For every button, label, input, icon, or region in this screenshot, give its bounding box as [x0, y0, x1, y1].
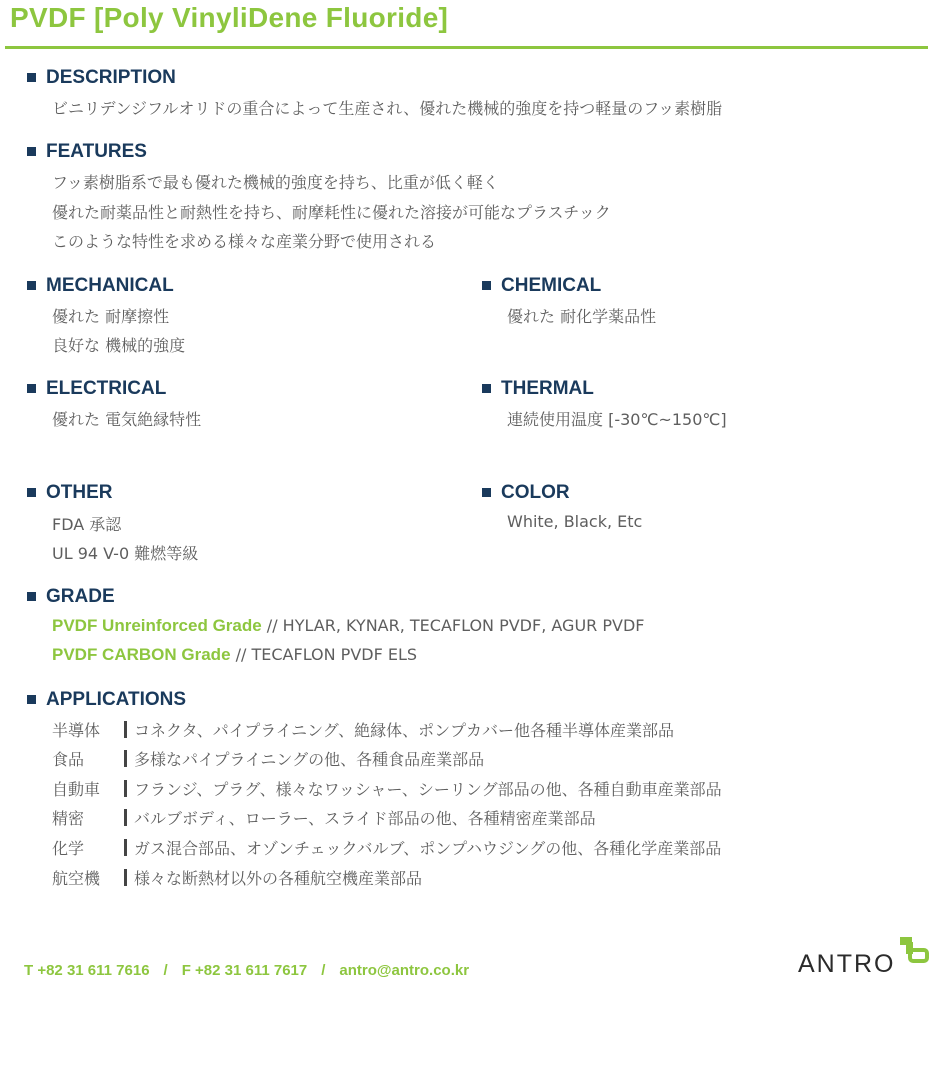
application-parts: コネクタ、パイプライニング、絶縁体、ポンプカバー他各種半導体産業部品 — [134, 721, 675, 740]
antro-logo — [798, 936, 930, 978]
section-heading-other: OTHER — [27, 482, 113, 504]
section-heading-electrical: ELECTRICAL — [27, 378, 166, 400]
section-heading-description: DESCRIPTION — [27, 67, 176, 89]
bullet-square-icon — [482, 488, 491, 497]
divider-bar — [124, 839, 127, 856]
application-industry: 半導体 — [52, 721, 101, 740]
mechanical-line: 良好な 機械的強度 — [52, 336, 186, 355]
features-line: このような特性を求める様々な産業分野で使用される — [52, 232, 437, 251]
section-heading-chemical: CHEMICAL — [482, 275, 601, 297]
chemical-line: 優れた 耐化学薬品性 — [507, 307, 657, 326]
application-row — [52, 777, 722, 800]
footer-separator: / — [321, 962, 326, 979]
grade-row — [52, 616, 644, 636]
bullet-square-icon — [27, 695, 36, 704]
features-line: 優れた耐薬品性と耐熱性を持ち、耐摩耗性に優れた溶接が可能なプラスチック — [52, 203, 611, 222]
bullet-square-icon — [27, 73, 36, 82]
phone-number: T +82 31 611 7616 — [24, 962, 150, 979]
application-industry: 自動車 — [52, 780, 101, 799]
color-line: White, Black, Etc — [507, 512, 643, 531]
bullet-square-icon — [27, 592, 36, 601]
other-line: UL 94 V-0 難燃等級 — [52, 544, 199, 563]
footer-separator: / — [163, 962, 168, 979]
description-text: ビニリデンジフルオリドの重合によって生産され、優れた機械的強度を持つ軽量のフッ素樹脂 — [52, 99, 723, 118]
grade-brands: // HYLAR, KYNAR, TECAFLON PVDF, AGUR PVDF — [261, 616, 645, 635]
application-row — [52, 806, 596, 829]
bullet-square-icon — [27, 488, 36, 497]
application-parts: ガス混合部品、オゾンチェックバルブ、ポンプハウジングの他、各種化学産業部品 — [134, 839, 722, 858]
divider-bar — [124, 780, 127, 797]
bullet-square-icon — [482, 281, 491, 290]
application-parts: バルブボディ、ローラー、スライド部品の他、各種精密産業部品 — [134, 809, 596, 828]
grade-name: PVDF CARBON Grade — [52, 645, 231, 664]
page-title: PVDF [Poly VinyliDene Fluoride] — [10, 2, 449, 33]
bullet-square-icon — [27, 147, 36, 156]
section-heading-color: COLOR — [482, 482, 570, 504]
application-industry: 精密 — [52, 809, 85, 828]
application-industry: 食品 — [52, 750, 85, 769]
application-industry: 化学 — [52, 839, 85, 858]
section-heading-features: FEATURES — [27, 141, 147, 163]
section-heading-grade: GRADE — [27, 586, 115, 608]
divider-bar — [124, 869, 127, 886]
logo-mark-icon — [898, 936, 930, 966]
divider-bar — [124, 750, 127, 767]
logo-wordmark: ANTRO — [798, 950, 896, 978]
section-heading-thermal: THERMAL — [482, 378, 594, 400]
fax-number: F +82 31 611 7617 — [181, 962, 308, 979]
application-parts: フランジ、プラグ、様々なワッシャー、シーリング部品の他、各種自動車産業部品 — [134, 780, 722, 799]
application-industry: 航空機 — [52, 869, 101, 888]
section-heading-applications: APPLICATIONS — [27, 689, 186, 711]
application-row — [52, 866, 422, 889]
mechanical-line: 優れた 耐摩擦性 — [52, 307, 170, 326]
application-parts: 様々な断熱材以外の各種航空機産業部品 — [134, 869, 423, 888]
features-line: フッ素樹脂系で最も優れた機械的強度を持ち、比重が低く軽く — [52, 173, 499, 192]
grade-brands: // TECAFLON PVDF ELS — [230, 645, 418, 664]
thermal-line: 連続使用温度 [-30℃~150℃] — [507, 410, 727, 429]
electrical-line: 優れた 電気絶縁特性 — [52, 410, 202, 429]
email-link[interactable]: antro@antro.co.kr — [339, 962, 470, 979]
divider-bar — [124, 809, 127, 826]
application-row — [52, 836, 721, 859]
grade-name: PVDF Unreinforced Grade — [52, 616, 262, 635]
bullet-square-icon — [27, 281, 36, 290]
bullet-square-icon — [482, 384, 491, 393]
contact-footer — [24, 962, 469, 979]
application-parts: 多様なパイプライニングの他、各種食品産業部品 — [134, 750, 485, 769]
grade-row — [52, 645, 417, 665]
divider-bar — [124, 721, 127, 738]
title-divider — [5, 46, 928, 49]
other-line: FDA 承認 — [52, 515, 122, 534]
application-row — [52, 718, 674, 741]
application-row — [52, 747, 484, 770]
section-heading-mechanical: MECHANICAL — [27, 275, 174, 297]
bullet-square-icon — [27, 384, 36, 393]
